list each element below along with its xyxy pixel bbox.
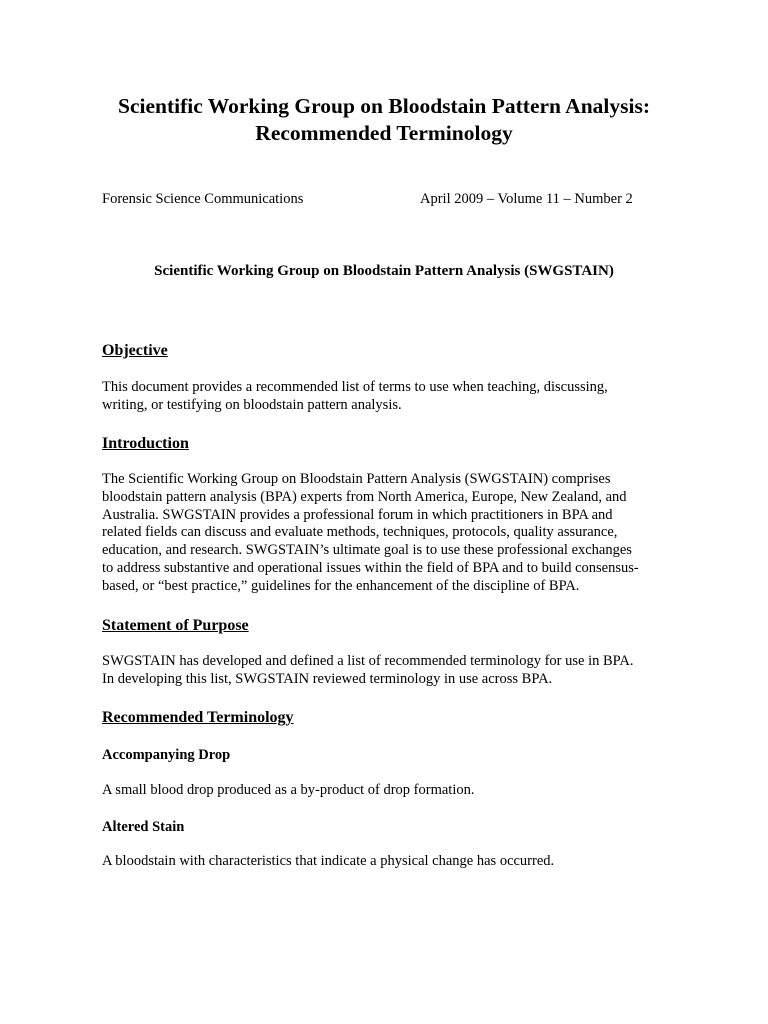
introduction-line: education, and research. SWGSTAIN’s ultimate goal is to use these professional exchanges xyxy=(102,542,632,559)
heading-objective: Objective xyxy=(102,342,168,359)
definition-line: A bloodstain with characteristics that indicate a physical change has occurred. xyxy=(102,853,555,869)
introduction-line: The Scientific Working Group on Bloodstain Pattern Analysis (SWGSTAIN) comprises xyxy=(102,471,611,487)
definition-line: A small blood drop produced as a by-product of drop formation. xyxy=(102,782,475,798)
introduction-line: related fields can discuss and evaluate methods, techniques, protocols, quality assurance, xyxy=(102,524,618,541)
title-line-2: Recommended Terminology xyxy=(255,121,513,145)
introduction-line: bloodstain pattern analysis (BPA) experts from North America, Europe, New Zealand, and xyxy=(102,488,627,505)
purpose-line: In developing this list, SWGSTAIN reviewed terminology in use across BPA. xyxy=(102,670,553,687)
introduction-line: to address substantive and operational issues within the field of BPA and to build consensus- xyxy=(102,559,639,576)
purpose-line: SWGSTAIN has developed and defined a list of recommended terminology for use in BPA. xyxy=(102,653,634,669)
definition-accompanying-drop xyxy=(102,782,667,800)
introduction-paragraph xyxy=(102,471,667,596)
objective-paragraph xyxy=(102,379,667,415)
introduction-line: Australia. SWGSTAIN provides a professional forum in which practitioners in BPA and xyxy=(102,506,613,523)
document-subtitle: Scientific Working Group on Bloodstain Pattern Analysis (SWGSTAIN) xyxy=(154,263,614,279)
definition-altered-stain xyxy=(102,853,667,871)
publication-name: Forensic Science Communications xyxy=(102,191,304,207)
heading-statement-of-purpose: Statement of Purpose xyxy=(102,617,249,634)
document-title xyxy=(0,93,768,147)
heading-introduction: Introduction xyxy=(102,435,189,452)
objective-line: This document provides a recommended list of terms to use when teaching, discussing, xyxy=(102,379,608,395)
objective-line: writing, or testifying on bloodstain pattern analysis. xyxy=(102,396,402,413)
heading-recommended-terminology: Recommended Terminology xyxy=(102,709,294,726)
term-accompanying-drop: Accompanying Drop xyxy=(102,747,231,763)
purpose-paragraph xyxy=(102,653,667,689)
introduction-line: based, or “best practice,” guidelines for the enhancement of the discipline of BPA. xyxy=(102,577,580,594)
title-line-1: Scientific Working Group on Bloodstain Pattern Analysis: xyxy=(118,94,650,118)
term-altered-stain: Altered Stain xyxy=(102,819,185,835)
issue-info: April 2009 – Volume 11 – Number 2 xyxy=(420,191,633,207)
